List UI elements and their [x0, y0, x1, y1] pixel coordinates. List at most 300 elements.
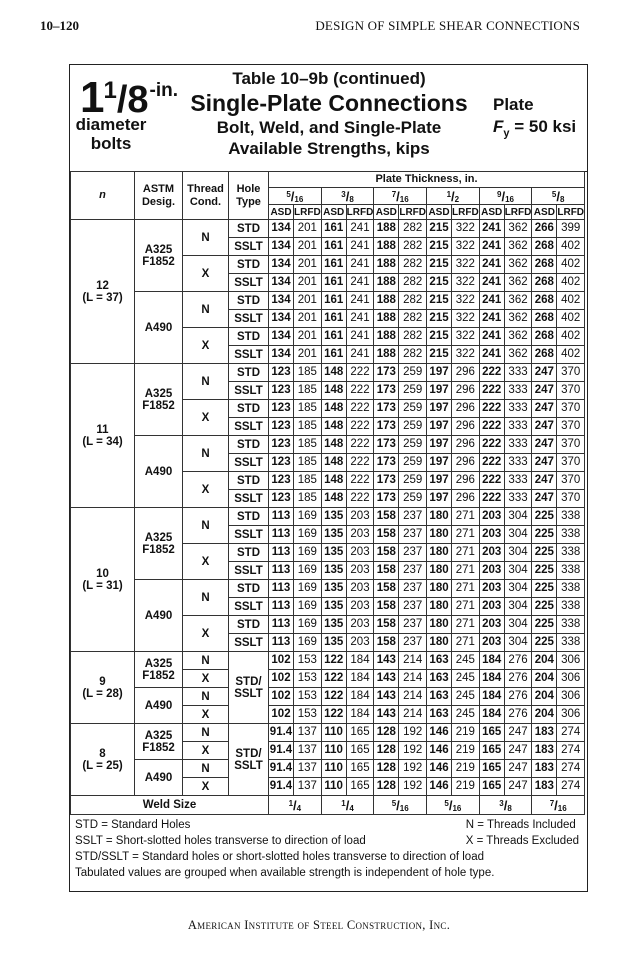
strength-value: 102 [269, 670, 294, 688]
thickness-1-den: 8 [349, 194, 354, 204]
strength-value: 222 [479, 364, 504, 382]
strength-value: 185 [294, 382, 322, 400]
strength-value: 165 [479, 778, 504, 796]
strength-value: 362 [504, 274, 532, 292]
strength-value: 271 [452, 562, 480, 580]
strength-value: 91.4 [269, 742, 294, 760]
strength-value: 146 [427, 778, 452, 796]
strength-value: 274 [557, 778, 585, 796]
strength-value: 304 [504, 544, 532, 562]
lrfd-header: LRFD [346, 206, 374, 218]
strength-value: 197 [427, 454, 452, 472]
strength-value: 296 [452, 472, 480, 490]
strength-value: 128 [374, 724, 399, 742]
plate-info [493, 94, 577, 144]
strength-value: 161 [321, 274, 346, 292]
strength-value: 201 [294, 238, 322, 256]
strength-value: 123 [269, 454, 294, 472]
astm-designation: A490 [144, 699, 173, 712]
strength-value: 241 [346, 328, 374, 346]
strength-value: 304 [504, 580, 532, 598]
weld-size-5-num: 7 [549, 798, 555, 808]
strength-value: 122 [321, 652, 346, 670]
plate-thickness-header: Plate Thickness, in. [269, 172, 585, 188]
strength-value: 241 [346, 310, 374, 328]
strength-value: 241 [479, 346, 504, 364]
strength-value: 245 [452, 706, 480, 724]
table-row [71, 724, 585, 742]
strength-value: 183 [532, 778, 557, 796]
strength-value: 110 [321, 778, 346, 796]
strength-value: 282 [399, 238, 427, 256]
strength-value: 338 [557, 526, 585, 544]
strength-value: 322 [452, 238, 480, 256]
strength-value: 322 [452, 310, 480, 328]
thread-cell: X [183, 472, 229, 508]
strength-value: 402 [557, 274, 585, 292]
col-thread-header: Thread Cond. [183, 172, 229, 220]
thread-cell: N [183, 220, 229, 256]
weld-size-1: $^1/_4$ [321, 796, 374, 815]
strength-value: 237 [399, 616, 427, 634]
thread-cell: X [183, 256, 229, 292]
strength-value: 282 [399, 292, 427, 310]
strength-value: 184 [346, 706, 374, 724]
table-frame [69, 64, 588, 892]
strength-value: 153 [294, 706, 322, 724]
astm-cell [135, 220, 183, 292]
hole-type-cell: STD [229, 472, 269, 490]
thread-cell: N [183, 436, 229, 472]
asd-header: ASD [481, 206, 503, 218]
strength-value: 274 [557, 742, 585, 760]
strength-value: 203 [346, 562, 374, 580]
strength-value: 165 [479, 742, 504, 760]
strength-value: 184 [346, 670, 374, 688]
strength-value: 370 [557, 382, 585, 400]
group-n: 12 [96, 279, 109, 292]
strength-value: 203 [479, 580, 504, 598]
strength-value: 148 [321, 364, 346, 382]
strength-value: 338 [557, 580, 585, 598]
strength-value: 274 [557, 724, 585, 742]
strength-value: 123 [269, 490, 294, 508]
hole-type-cell: STD [229, 364, 269, 382]
strength-value: 203 [346, 544, 374, 562]
strength-value: 146 [427, 760, 452, 778]
strength-value: 241 [479, 310, 504, 328]
strength-value: 185 [294, 400, 322, 418]
strength-value: 241 [346, 346, 374, 364]
strength-value: 268 [532, 238, 557, 256]
strength-value: 188 [374, 328, 399, 346]
strength-value: 158 [374, 526, 399, 544]
strength-value: 188 [374, 346, 399, 364]
strength-value: 180 [427, 562, 452, 580]
astm-cell [135, 760, 183, 796]
strength-value: 203 [346, 616, 374, 634]
legend-x: X = Threads Excluded [465, 835, 579, 847]
strength-value: 222 [346, 400, 374, 418]
strength-value: 338 [557, 544, 585, 562]
strength-value: 122 [321, 670, 346, 688]
astm-cell [135, 580, 183, 652]
thread-cell: N [183, 364, 229, 400]
strength-value: 137 [294, 760, 322, 778]
strength-value: 306 [557, 688, 585, 706]
strength-value: 123 [269, 364, 294, 382]
thickness-3: $^1/_2$ [427, 188, 480, 205]
fy-symbol: F [493, 117, 504, 136]
strength-value: 180 [427, 508, 452, 526]
strength-value: 203 [346, 580, 374, 598]
strength-value: 247 [504, 742, 532, 760]
strength-value: 296 [452, 454, 480, 472]
strength-value: 102 [269, 652, 294, 670]
strength-value: 183 [532, 760, 557, 778]
hole-type-cell: SSLT [229, 526, 269, 544]
strength-value: 241 [479, 328, 504, 346]
strength-value: 113 [269, 616, 294, 634]
bolt-den: 8 [127, 79, 149, 121]
strength-value: 241 [479, 292, 504, 310]
hole-type-cell: STD [229, 616, 269, 634]
strength-value: 185 [294, 418, 322, 436]
astm-designation: A325 [144, 531, 173, 544]
col-astm-header: ASTM Desig. [135, 172, 183, 220]
thickness-1-num: 3 [341, 189, 346, 199]
thickness-0-num: 5 [286, 189, 291, 199]
strength-value: 165 [479, 724, 504, 742]
bolt-num: 1 [103, 77, 117, 104]
astm-cell [135, 508, 183, 580]
weld-size-4: $^3/_8$ [479, 796, 532, 815]
strength-value: 296 [452, 364, 480, 382]
strength-value: 165 [346, 760, 374, 778]
table-row [71, 580, 585, 598]
strength-value: 259 [399, 436, 427, 454]
group-length: (L = 34) [82, 435, 123, 448]
hole-type-cell: STD [229, 328, 269, 346]
weld-size-2-num: 5 [391, 798, 397, 808]
thickness-4-den: 16 [505, 194, 515, 204]
strength-value: 163 [427, 652, 452, 670]
strength-value: 282 [399, 274, 427, 292]
strength-value: 184 [479, 688, 504, 706]
strength-value: 338 [557, 508, 585, 526]
weld-size-2-den: 16 [399, 803, 409, 813]
strength-value: 333 [504, 382, 532, 400]
hole-type-cell: STD [229, 544, 269, 562]
table-subtitle-2: Available Strengths, kips [228, 139, 430, 158]
legend-thread [466, 817, 579, 849]
strength-value: 370 [557, 364, 585, 382]
strength-value: 304 [504, 634, 532, 652]
strength-value: 135 [321, 544, 346, 562]
strength-value: 237 [399, 580, 427, 598]
strength-value: 135 [321, 508, 346, 526]
strength-value: 192 [399, 724, 427, 742]
fy-subscript: y [503, 127, 510, 140]
strength-value: 362 [504, 310, 532, 328]
strength-value: 214 [399, 670, 427, 688]
strength-value: 134 [269, 328, 294, 346]
thread-cell: N [183, 652, 229, 670]
hole-type-cell [229, 724, 269, 796]
thread-cell: X [183, 778, 229, 796]
strength-value: 402 [557, 310, 585, 328]
table-title: Single-Plate Connections [190, 90, 468, 116]
strength-value: 203 [479, 634, 504, 652]
strength-value: 180 [427, 634, 452, 652]
strength-value: 204 [532, 670, 557, 688]
thread-cell: N [183, 508, 229, 544]
strength-value: 158 [374, 580, 399, 598]
strength-value: 225 [532, 634, 557, 652]
strength-value: 402 [557, 256, 585, 274]
strength-value: 123 [269, 400, 294, 418]
strength-value: 128 [374, 760, 399, 778]
strength-value: 333 [504, 418, 532, 436]
strength-value: 184 [346, 652, 374, 670]
strength-value: 304 [504, 562, 532, 580]
astm-designation: F1852 [142, 255, 175, 268]
strength-value: 322 [452, 220, 480, 238]
strength-value: 192 [399, 778, 427, 796]
strength-value: 135 [321, 598, 346, 616]
strength-value: 333 [504, 490, 532, 508]
hole-type-cell: STD [229, 220, 269, 238]
group-n-cell [71, 220, 135, 364]
legend-std-sslt: STD/SSLT = Standard holes or short-slotted holes transverse to direction of load [75, 851, 484, 863]
strength-value: 296 [452, 400, 480, 418]
strength-value: 304 [504, 526, 532, 544]
thread-cell: N [183, 688, 229, 706]
strength-value: 148 [321, 454, 346, 472]
page-footer: American Institute of Steel Construction, Inc. [187, 918, 451, 932]
strength-value: 245 [452, 652, 480, 670]
strength-value: 146 [427, 742, 452, 760]
strength-value: 188 [374, 238, 399, 256]
strength-value: 153 [294, 688, 322, 706]
strength-value: 370 [557, 472, 585, 490]
strength-value: 402 [557, 328, 585, 346]
lrfd-header: LRFD [504, 206, 532, 218]
strength-value: 184 [479, 652, 504, 670]
strength-value: 362 [504, 238, 532, 256]
strength-value: 161 [321, 310, 346, 328]
strength-value: 222 [346, 454, 374, 472]
chapter-title: DESIGN OF SIMPLE SHEAR CONNECTIONS [315, 18, 580, 33]
strength-value: 192 [399, 742, 427, 760]
strength-value: 137 [294, 724, 322, 742]
strength-value: 158 [374, 508, 399, 526]
strength-value: 169 [294, 544, 322, 562]
strength-value: 338 [557, 562, 585, 580]
thickness-3-num: 1 [446, 189, 452, 199]
strength-value: 203 [479, 562, 504, 580]
table-number: Table 10–9b (continued) [232, 69, 426, 88]
strength-value: 102 [269, 688, 294, 706]
strength-value: 169 [294, 598, 322, 616]
weld-size-0-den: 4 [296, 803, 302, 813]
strength-value: 225 [532, 526, 557, 544]
strength-value: 241 [346, 256, 374, 274]
strength-value: 158 [374, 562, 399, 580]
strength-value: 137 [294, 742, 322, 760]
strength-value: 241 [346, 292, 374, 310]
group-n-cell [71, 364, 135, 508]
strength-value: 165 [479, 760, 504, 778]
strength-value: 122 [321, 706, 346, 724]
strength-value: 237 [399, 598, 427, 616]
strength-value: 266 [532, 220, 557, 238]
strength-value: 123 [269, 472, 294, 490]
astm-cell [135, 652, 183, 688]
hole-type: STD/ [235, 675, 262, 688]
strength-value: 173 [374, 400, 399, 418]
strength-value: 333 [504, 364, 532, 382]
col-n-text: n [99, 189, 106, 201]
strength-value: 247 [532, 454, 557, 472]
strength-value: 268 [532, 292, 557, 310]
strength-value: 222 [479, 436, 504, 454]
astm-designation: F1852 [142, 399, 175, 412]
strength-value: 215 [427, 292, 452, 310]
astm-designation: A490 [144, 771, 173, 784]
strength-value: 282 [399, 220, 427, 238]
strength-value: 333 [504, 454, 532, 472]
strength-value: 222 [346, 436, 374, 454]
legend-n: N = Threads Included [465, 819, 576, 831]
plate-label: Plate [493, 95, 534, 114]
strength-value: 215 [427, 274, 452, 292]
strength-value: 197 [427, 418, 452, 436]
strength-value: 197 [427, 364, 452, 382]
weld-size-0: $^1/_4$ [269, 796, 322, 815]
hole-type-cell: SSLT [229, 418, 269, 436]
strength-value: 173 [374, 490, 399, 508]
strength-value: 203 [479, 598, 504, 616]
asd-header: ASD [428, 206, 450, 218]
strength-value: 271 [452, 616, 480, 634]
strength-value: 222 [346, 490, 374, 508]
strength-value: 370 [557, 454, 585, 472]
strength-value: 110 [321, 760, 346, 778]
strength-value: 259 [399, 454, 427, 472]
strength-value: 148 [321, 436, 346, 454]
strength-value: 276 [504, 670, 532, 688]
strength-value: 214 [399, 706, 427, 724]
weld-size-2: $^5/_{16}$ [374, 796, 427, 815]
strength-value: 222 [346, 382, 374, 400]
strength-value: 148 [321, 418, 346, 436]
strength-value: 163 [427, 706, 452, 724]
strength-value: 185 [294, 472, 322, 490]
astm-designation: A490 [144, 321, 173, 334]
hole-type-cell: SSLT [229, 238, 269, 256]
strength-value: 214 [399, 688, 427, 706]
strength-value: 222 [479, 454, 504, 472]
astm-cell [135, 292, 183, 364]
legend-sslt: SSLT = Short-slotted holes transverse to direction of load [75, 835, 366, 847]
strength-value: 282 [399, 346, 427, 364]
thread-cell: X [183, 670, 229, 688]
astm-designation: A325 [144, 387, 173, 400]
asd-header: ASD [375, 206, 397, 218]
strength-value: 247 [504, 760, 532, 778]
strength-value: 271 [452, 634, 480, 652]
legend-note: Tabulated values are grouped when available strength is independent of hole type. [75, 867, 495, 879]
hole-type: SSLT [234, 687, 263, 700]
strength-value: 322 [452, 346, 480, 364]
thread-cell: N [183, 580, 229, 616]
strength-value: 203 [346, 598, 374, 616]
group-length: (L = 37) [82, 291, 123, 304]
strength-value: 282 [399, 310, 427, 328]
strength-table [70, 171, 585, 815]
strength-value: 225 [532, 544, 557, 562]
strength-value: 169 [294, 526, 322, 544]
hole-type: STD/ [235, 747, 262, 760]
strength-value: 322 [452, 256, 480, 274]
bolt-caption-2: bolts [90, 134, 132, 153]
thickness-2: $^7/_{16}$ [374, 188, 427, 205]
strength-value: 161 [321, 238, 346, 256]
strength-value: 135 [321, 526, 346, 544]
strength-value: 247 [532, 436, 557, 454]
table-row [71, 760, 585, 778]
strength-value: 161 [321, 328, 346, 346]
strength-value: 370 [557, 436, 585, 454]
table-title-block [174, 69, 484, 159]
table-body [71, 220, 585, 815]
table-subtitle-1: Bolt, Weld, and Single-Plate [216, 118, 442, 137]
strength-value: 362 [504, 256, 532, 274]
strength-value: 222 [479, 418, 504, 436]
asd-header: ASD [323, 206, 345, 218]
weld-size-label: Weld Size [71, 796, 269, 815]
strength-value: 128 [374, 778, 399, 796]
strength-value: 322 [452, 274, 480, 292]
table-row [71, 652, 585, 670]
strength-value: 215 [427, 310, 452, 328]
strength-value: 169 [294, 616, 322, 634]
strength-value: 185 [294, 454, 322, 472]
thread-cell: X [183, 742, 229, 760]
strength-value: 304 [504, 598, 532, 616]
strength-value: 203 [346, 634, 374, 652]
strength-value: 197 [427, 400, 452, 418]
thickness-0: $^5/_{16}$ [269, 188, 322, 205]
strength-value: 188 [374, 274, 399, 292]
astm-designation: A325 [144, 243, 173, 256]
strength-value: 222 [479, 382, 504, 400]
strength-value: 113 [269, 508, 294, 526]
strength-value: 185 [294, 490, 322, 508]
plate-fy [493, 116, 577, 144]
astm-designation: A490 [144, 609, 173, 622]
strength-value: 362 [504, 220, 532, 238]
weld-size-3: $^5/_{16}$ [427, 796, 480, 815]
strength-value: 219 [452, 760, 480, 778]
strength-value: 241 [479, 256, 504, 274]
strength-value: 268 [532, 346, 557, 364]
strength-value: 276 [504, 688, 532, 706]
strength-value: 241 [346, 238, 374, 256]
strength-value: 268 [532, 310, 557, 328]
strength-value: 153 [294, 652, 322, 670]
